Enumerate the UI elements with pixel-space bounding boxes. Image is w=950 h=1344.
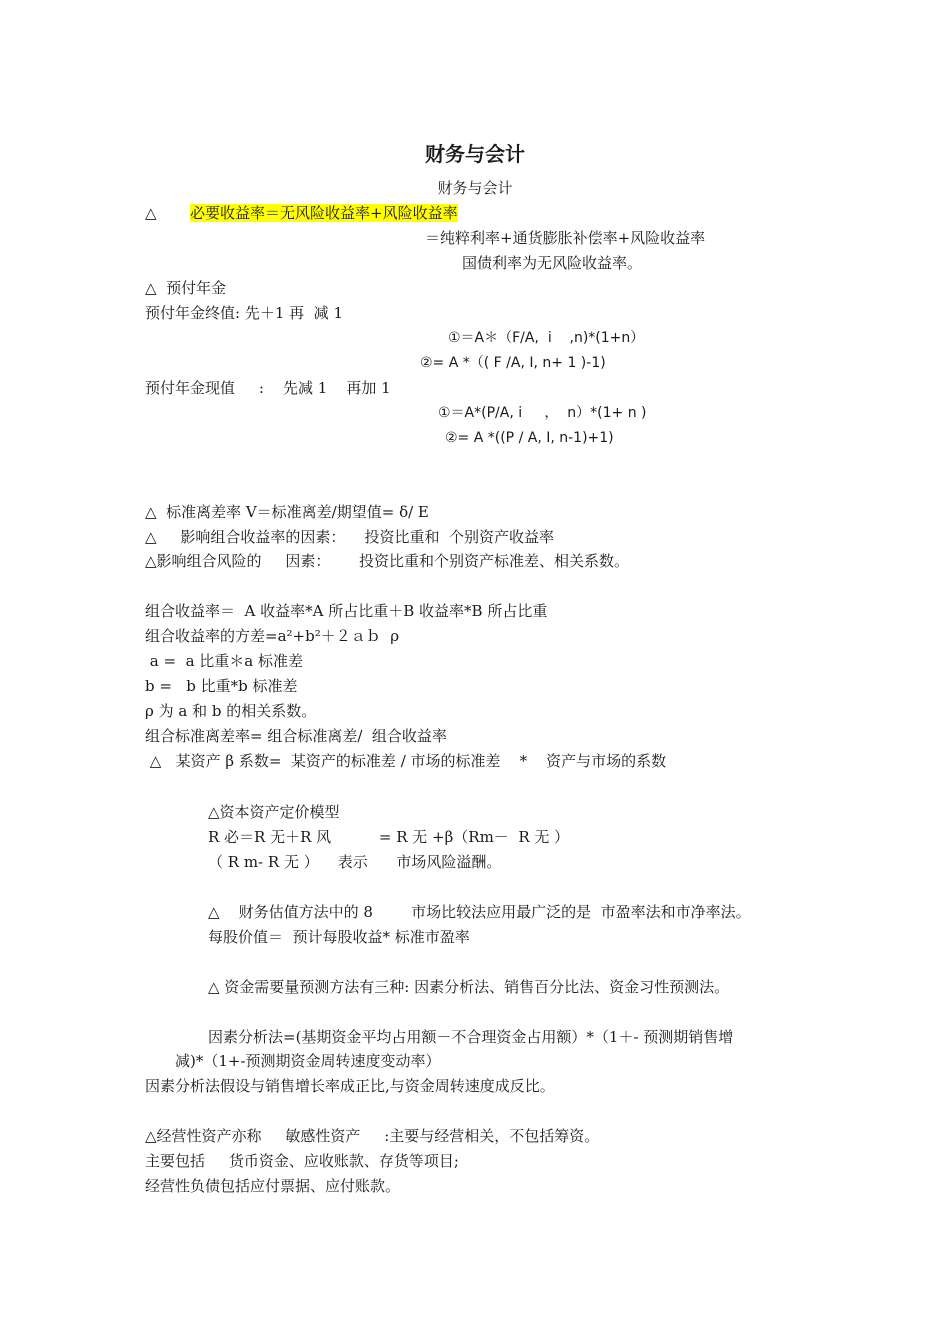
value-per-share: 每股价值＝ 预计每股收益* 标准市盈率 xyxy=(208,928,470,946)
annuity-due-fv-heading: 预付年金终值: 先＋1 再 减 1 xyxy=(145,304,343,322)
factor-analysis-formula-cont: 减)*（1+-预测期资金周转速度变动率） xyxy=(175,1052,441,1070)
portfolio-return-factors: △ 影响组合收益率的因素： 投资比重和 个别资产收益率 xyxy=(145,528,554,546)
portfolio-return-formula: 组合收益率＝ A 收益率*A 所占比重＋B 收益率*B 所占比重 xyxy=(145,602,548,620)
fv-formula-2: ②= A *（( F /A, I, n+ 1 )-1) xyxy=(420,355,606,371)
triangle-marker: △ xyxy=(145,204,157,222)
annuity-due-pv-heading: 预付年金现值 : 先减 1 再加 1 xyxy=(145,379,391,397)
highlighted-text: 必要收益率＝无风险收益率+风险收益率 xyxy=(190,204,458,222)
rho-definition: ρ 为 a 和 b 的相关系数。 xyxy=(145,702,317,720)
b-definition: b = b 比重*b 标准差 xyxy=(145,677,298,695)
required-return-components: ＝纯粹利率+通货膨胀补偿率+风险收益率 xyxy=(425,229,706,247)
pv-formula-1: ①＝A*(P/A, i ， n）*(1+ n ) xyxy=(438,405,647,421)
portfolio-risk-factors: △影响组合风险的 因素： 投资比重和个别资产标准差、相关系数。 xyxy=(145,552,629,570)
factor-analysis-formula: 因素分析法=(基期资金平均占用额－不合理资金占用额）*（1＋- 预测期销售增 xyxy=(208,1028,734,1046)
capital-forecast-methods: △ 资金需要量预测方法有三种: 因素分析法、销售百分比法、资金习性预测法。 xyxy=(208,978,730,996)
a-definition: a = a 比重＊a 标准差 xyxy=(145,652,304,670)
factor-analysis-assumption: 因素分析法假设与销售增长率成正比,与资金周转速度成反比。 xyxy=(145,1077,555,1095)
operating-assets-definition: △经营性资产亦称 敏感性资产 :主要与经营相关，不包括筹资。 xyxy=(145,1127,600,1145)
risk-free-note: 国债利率为无风险收益率。 xyxy=(462,254,643,272)
capm-heading: △资本资产定价模型 xyxy=(208,803,340,821)
portfolio-cv-formula: 组合标准离差率= 组合标准离差/ 组合收益率 xyxy=(145,727,447,745)
document-title: 财务与会计 xyxy=(425,142,525,166)
capm-formula: R 必＝R 无＋R 风 = R 无 +β（Rm－ R 无 ） xyxy=(208,828,570,846)
operating-liabilities: 经营性负债包括应付票据、应付账款。 xyxy=(145,1177,401,1195)
required-return-line xyxy=(190,203,458,223)
coefficient-of-variation: △ 标准离差率 V＝标准离差/期望值= δ/ E xyxy=(145,503,429,521)
beta-formula: △ 某资产 β 系数= 某资产的标准差 / 市场的标准差 * 资产与市场的系数 xyxy=(145,752,667,770)
operating-assets-items: 主要包括 货币资金、应收账款、存货等项目; xyxy=(145,1152,459,1170)
valuation-methods: △ 财务估值方法中的 8 市场比较法应用最广泛的是 市盈率法和市净率法。 xyxy=(208,903,751,921)
fv-formula-1: ①＝A＊（F/A, i ,n)*(1+n） xyxy=(448,330,645,346)
subtitle: 财务与会计 xyxy=(437,179,513,197)
portfolio-variance-formula: 组合收益率的方差=a²+b²＋２ａｂ ρ xyxy=(145,627,400,645)
annuity-due-heading: △ 预付年金 xyxy=(145,279,227,297)
pv-formula-2: ②= A *((P / A, I, n-1)+1) xyxy=(445,430,614,446)
market-risk-premium: （ R m- R 无 ） 表示 市场风险溢酬。 xyxy=(208,853,502,871)
